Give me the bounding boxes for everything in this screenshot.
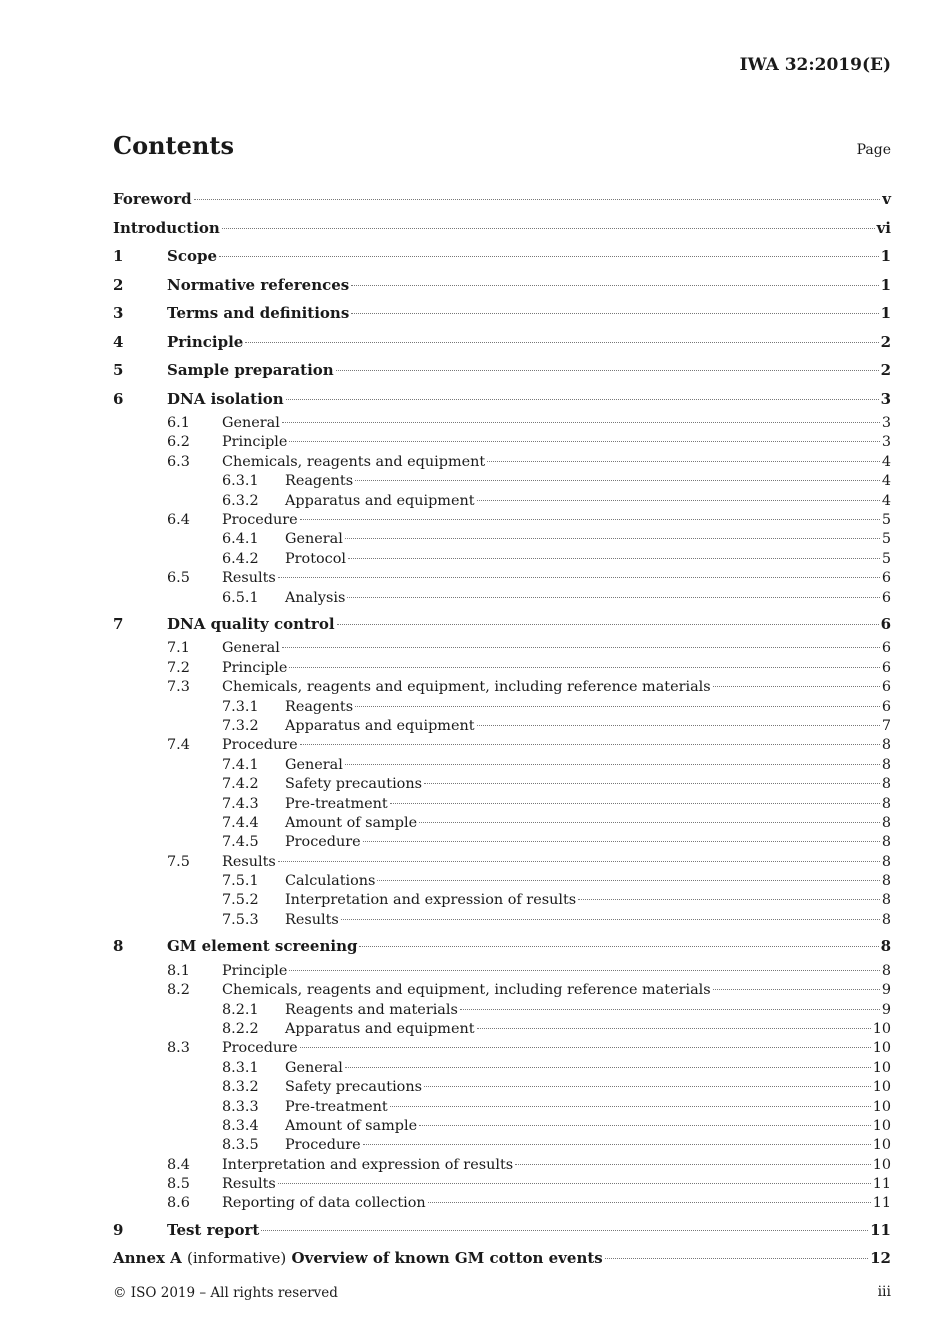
toc-entry-number: 8.2.2 xyxy=(222,1020,259,1037)
toc-entry-number: 8.4 xyxy=(167,1156,190,1173)
toc-dot-leader xyxy=(300,518,880,520)
toc-dot-leader xyxy=(282,421,880,423)
toc-entry-page: 4 xyxy=(881,492,891,509)
toc-entry-page: 8 xyxy=(881,834,891,851)
toc-entry[interactable] xyxy=(113,756,891,775)
toc-dot-leader xyxy=(390,1105,871,1107)
toc-entry-title: DNA isolation xyxy=(167,389,284,408)
toc-dot-leader xyxy=(428,1201,871,1203)
toc-dot-leader xyxy=(345,537,880,539)
toc-dot-leader xyxy=(515,1163,871,1165)
toc-entry-page: 6 xyxy=(881,640,891,657)
toc-entry-title: Introduction xyxy=(113,218,220,237)
toc-entry-number: 6.3 xyxy=(167,453,190,470)
toc-entry-page: 8 xyxy=(881,756,891,773)
annex-title: Overview of known GM cotton events xyxy=(291,1249,603,1268)
toc-entry-title: GM element screening xyxy=(167,937,358,956)
toc-entry-number: 7.4.3 xyxy=(222,795,259,812)
toc-dot-leader xyxy=(419,821,880,823)
toc-dot-leader xyxy=(355,705,880,707)
toc-entry-page: 1 xyxy=(880,275,891,294)
toc-entry-number: 7.4 xyxy=(167,737,190,754)
toc-entry-number: 7 xyxy=(113,614,124,633)
toc-dot-leader xyxy=(390,802,880,804)
toc-dot-leader xyxy=(713,988,880,990)
toc-entry-number: 2 xyxy=(113,275,124,294)
toc-entry-page: 10 xyxy=(872,1020,891,1037)
toc-dot-leader xyxy=(194,198,881,200)
toc-entry-title: Principle xyxy=(222,434,288,451)
toc-entry-number: 7.3.2 xyxy=(222,717,259,734)
toc-entry-number: 6.2 xyxy=(167,434,190,451)
toc-entry-number: 1 xyxy=(113,247,124,265)
toc-entry[interactable] xyxy=(113,678,891,697)
toc-entry[interactable] xyxy=(113,1020,891,1039)
toc-entry-title: Protocol xyxy=(285,550,346,567)
toc-dot-leader xyxy=(363,1143,871,1145)
toc-entry-number: 6.5 xyxy=(167,570,190,587)
toc-entry[interactable] xyxy=(113,1059,891,1078)
toc-dot-leader xyxy=(477,499,880,501)
toc-entry-title: Safety precautions xyxy=(285,1079,422,1096)
toc-entry-number: 8 xyxy=(113,937,124,956)
toc-entry[interactable] xyxy=(113,215,891,244)
toc-entry[interactable] xyxy=(113,243,891,272)
toc-entry-page: 2 xyxy=(880,332,891,351)
toc-entry[interactable] xyxy=(113,1039,891,1058)
toc-entry-page: vi xyxy=(876,218,891,237)
toc-entry-page: 8 xyxy=(881,911,891,928)
toc-entry-title: Normative references xyxy=(167,275,350,294)
toc-dot-leader xyxy=(477,724,880,726)
toc-entry-title: Reagents xyxy=(285,698,354,715)
toc-entry-page: 10 xyxy=(872,1137,891,1154)
toc-entry-number: 7.5 xyxy=(167,853,190,870)
toc-entry-title: Reagents xyxy=(285,473,354,490)
toc-dot-leader xyxy=(424,782,880,784)
toc-entry[interactable] xyxy=(113,659,891,678)
toc-entry-number: 8.2.1 xyxy=(222,1001,259,1018)
toc-entry-page: 6 xyxy=(880,614,891,633)
contents-heading: Contents xyxy=(113,131,234,160)
toc-entry[interactable] xyxy=(113,511,891,530)
toc-entry[interactable] xyxy=(113,1245,891,1274)
toc-entry-number: 7.4.4 xyxy=(222,814,259,831)
toc-dot-leader xyxy=(289,666,879,668)
toc-entry[interactable] xyxy=(113,272,891,301)
table-of-contents xyxy=(113,186,891,1274)
toc-entry[interactable] xyxy=(113,933,891,962)
toc-entry-title: Results xyxy=(222,853,276,870)
toc-dot-leader xyxy=(347,596,879,598)
toc-entry-page: 10 xyxy=(872,1040,891,1057)
toc-entry[interactable] xyxy=(113,911,891,930)
toc-entry[interactable] xyxy=(113,433,891,452)
toc-entry-title: Reagents and materials xyxy=(285,1001,458,1018)
toc-entry-page: 12 xyxy=(870,1249,891,1268)
toc-entry[interactable] xyxy=(113,1156,891,1175)
toc-entry-page: 8 xyxy=(881,737,891,754)
toc-dot-leader xyxy=(477,1027,871,1029)
toc-entry-page: 8 xyxy=(881,795,891,812)
toc-dot-leader xyxy=(341,918,880,920)
toc-entry[interactable] xyxy=(113,611,891,640)
toc-entry-page: 10 xyxy=(872,1156,891,1173)
toc-entry[interactable] xyxy=(113,1175,891,1194)
toc-entry-title: Principle xyxy=(167,332,244,351)
toc-entry[interactable] xyxy=(113,814,891,833)
footer-page-number: iii xyxy=(877,1284,891,1300)
toc-entry[interactable] xyxy=(113,300,891,329)
toc-entry-title: Pre-treatment xyxy=(285,795,388,812)
toc-entry-title: Interpretation and expression of results xyxy=(222,1156,514,1173)
toc-entry-title: General xyxy=(222,640,280,657)
toc-entry-title: Scope xyxy=(167,247,218,265)
toc-entry-number: 7.2 xyxy=(167,659,190,676)
toc-entry-page: 9 xyxy=(881,1001,891,1018)
toc-entry-title: Safety precautions xyxy=(285,776,422,793)
toc-entry-number: 7.5.2 xyxy=(222,892,259,909)
toc-dot-leader xyxy=(713,685,880,687)
toc-entry-page: 8 xyxy=(881,853,891,870)
toc-dot-leader xyxy=(460,1008,880,1010)
toc-entry[interactable] xyxy=(113,386,891,415)
toc-dot-leader xyxy=(278,576,880,578)
toc-entry[interactable] xyxy=(113,698,891,717)
toc-entry-page: 10 xyxy=(872,1079,891,1096)
toc-entry[interactable] xyxy=(113,492,891,511)
toc-entry-number: 8.3.2 xyxy=(222,1079,259,1096)
toc-entry[interactable] xyxy=(113,795,891,814)
toc-entry-number: 6.4.2 xyxy=(222,550,259,567)
toc-entry-title: Interpretation and expression of results xyxy=(285,892,577,909)
toc-entry-number: 7.3 xyxy=(167,679,190,696)
toc-entry-title: Analysis xyxy=(285,589,346,606)
toc-entry-title: Results xyxy=(222,570,276,587)
toc-entry-page: 6 xyxy=(881,679,891,696)
toc-entry-number: 4 xyxy=(113,332,124,351)
toc-dot-leader xyxy=(286,398,879,400)
toc-entry[interactable] xyxy=(113,589,891,608)
toc-entry-page: 3 xyxy=(881,434,891,451)
toc-dot-leader xyxy=(261,1229,868,1231)
toc-entry[interactable] xyxy=(113,569,891,588)
toc-entry-number: 6.3.1 xyxy=(222,473,259,490)
toc-entry-page: 8 xyxy=(881,776,891,793)
toc-entry[interactable] xyxy=(113,186,891,215)
toc-entry-title: Procedure xyxy=(285,1137,361,1154)
toc-entry[interactable] xyxy=(113,853,891,872)
toc-entry-title: Procedure xyxy=(222,1040,298,1057)
toc-entry-number: 8.3.4 xyxy=(222,1117,259,1134)
toc-entry-title: Foreword xyxy=(113,190,192,208)
toc-entry-page: 5 xyxy=(881,550,891,567)
toc-entry-title: Chemicals, reagents and equipment xyxy=(222,453,486,470)
toc-entry-title: Procedure xyxy=(285,834,361,851)
toc-entry-number: 7.4.2 xyxy=(222,776,259,793)
toc-entry-page: 4 xyxy=(881,473,891,490)
toc-entry-page: 11 xyxy=(870,1220,891,1239)
annex-label: Annex A xyxy=(113,1249,182,1268)
toc-entry-page: 5 xyxy=(881,531,891,548)
toc-entry-number: 6.3.2 xyxy=(222,492,259,509)
toc-dot-leader xyxy=(487,460,880,462)
toc-entry-page: 7 xyxy=(881,717,891,734)
toc-entry-title xyxy=(113,1247,603,1269)
toc-entry-number: 7.1 xyxy=(167,640,190,657)
toc-entry-title: Procedure xyxy=(222,737,298,754)
toc-entry[interactable] xyxy=(113,872,891,891)
toc-dot-leader xyxy=(222,227,875,229)
toc-entry-page: 6 xyxy=(881,589,891,606)
toc-entry[interactable] xyxy=(113,736,891,755)
toc-entry[interactable] xyxy=(113,775,891,794)
toc-dot-leader xyxy=(337,623,879,625)
toc-entry-page: 3 xyxy=(881,415,891,431)
toc-entry-title: Apparatus and equipment xyxy=(285,717,475,734)
toc-entry-page: 6 xyxy=(881,570,891,587)
toc-dot-leader xyxy=(363,840,880,842)
toc-dot-leader xyxy=(605,1257,868,1259)
toc-entry-page: 6 xyxy=(881,659,891,676)
toc-entry[interactable] xyxy=(113,1136,891,1155)
toc-entry-number: 6.4.1 xyxy=(222,531,259,548)
toc-entry-number: 6.4 xyxy=(167,511,190,528)
toc-entry[interactable] xyxy=(113,1001,891,1020)
toc-entry-title: General xyxy=(285,756,343,773)
toc-entry[interactable] xyxy=(113,453,891,472)
toc-entry-title: Sample preparation xyxy=(167,361,334,379)
toc-entry[interactable] xyxy=(113,1194,891,1213)
toc-entry-page: 5 xyxy=(881,511,891,528)
toc-entry-page: 8 xyxy=(881,873,891,890)
toc-entry[interactable] xyxy=(113,1078,891,1097)
toc-entry-number: 9 xyxy=(113,1220,124,1239)
toc-entry-number: 8.3.5 xyxy=(222,1137,259,1154)
toc-dot-leader xyxy=(336,369,879,371)
toc-entry[interactable] xyxy=(113,414,891,433)
toc-entry-number: 8.2 xyxy=(167,982,190,999)
toc-entry-number: 7.4.5 xyxy=(222,834,259,851)
page-column-label: Page xyxy=(856,142,891,158)
toc-entry-title: General xyxy=(285,1059,343,1076)
toc-entry-page: 6 xyxy=(881,698,891,715)
toc-entry[interactable] xyxy=(113,329,891,358)
toc-entry-title: Reporting of data collection xyxy=(222,1195,426,1212)
toc-entry-page: 9 xyxy=(881,982,891,999)
toc-entry-page: 8 xyxy=(881,962,891,979)
toc-entry-page: 1 xyxy=(880,304,891,322)
toc-dot-leader xyxy=(278,1182,871,1184)
toc-entry-number: 7.3.1 xyxy=(222,698,259,715)
toc-entry-number: 6.1 xyxy=(167,415,190,431)
toc-entry[interactable] xyxy=(113,472,891,491)
toc-entry-number: 8.1 xyxy=(167,962,190,979)
toc-entry-page: 10 xyxy=(872,1059,891,1076)
toc-entry-title: Apparatus and equipment xyxy=(285,1020,475,1037)
toc-entry-title: Results xyxy=(285,911,339,928)
toc-entry-number: 3 xyxy=(113,304,124,322)
toc-entry-title: Apparatus and equipment xyxy=(285,492,475,509)
toc-dot-leader xyxy=(289,969,879,971)
toc-entry-page: 3 xyxy=(880,389,891,408)
toc-entry-title: Terms and definitions xyxy=(167,304,350,322)
toc-entry-title: Results xyxy=(222,1176,276,1193)
toc-entry-number: 7.5.1 xyxy=(222,873,259,890)
toc-entry[interactable] xyxy=(113,717,891,736)
toc-dot-leader xyxy=(419,1124,871,1126)
toc-entry[interactable] xyxy=(113,1098,891,1117)
toc-entry-number: 6 xyxy=(113,389,124,408)
toc-entry[interactable] xyxy=(113,639,891,658)
toc-entry[interactable] xyxy=(113,357,891,386)
toc-dot-leader xyxy=(578,898,880,900)
toc-entry-number: 7.4.1 xyxy=(222,756,259,773)
toc-entry-number: 7.5.3 xyxy=(222,911,259,928)
toc-entry[interactable] xyxy=(113,1217,891,1246)
toc-dot-leader xyxy=(424,1085,871,1087)
toc-dot-leader xyxy=(351,284,878,286)
toc-entry[interactable] xyxy=(113,1117,891,1136)
toc-entry[interactable] xyxy=(113,891,891,910)
toc-entry-page: 2 xyxy=(880,361,891,379)
toc-dot-leader xyxy=(359,945,878,947)
toc-entry-title: Principle xyxy=(222,962,288,979)
toc-entry-page: 8 xyxy=(881,814,891,831)
toc-entry-number: 6.5.1 xyxy=(222,589,259,606)
toc-dot-leader xyxy=(348,557,880,559)
toc-entry[interactable] xyxy=(113,530,891,549)
toc-dot-leader xyxy=(245,341,878,343)
toc-entry-page: 10 xyxy=(872,1117,891,1134)
toc-entry[interactable] xyxy=(113,981,891,1000)
toc-dot-leader xyxy=(377,879,879,881)
toc-entry-page: 10 xyxy=(872,1098,891,1115)
toc-entry-number: 8.6 xyxy=(167,1195,190,1212)
footer-copyright: © ISO 2019 – All rights reserved xyxy=(113,1285,338,1301)
toc-dot-leader xyxy=(278,860,880,862)
toc-dot-leader xyxy=(345,763,880,765)
toc-dot-leader xyxy=(219,255,879,257)
toc-entry-title: Amount of sample xyxy=(285,1117,418,1134)
toc-entry-title: General xyxy=(285,531,343,548)
toc-entry[interactable] xyxy=(113,833,891,852)
toc-entry-title: Principle xyxy=(222,659,288,676)
toc-dot-leader xyxy=(345,1066,871,1068)
toc-entry-page: 1 xyxy=(880,247,891,265)
toc-dot-leader xyxy=(300,1046,871,1048)
toc-entry-number: 8.5 xyxy=(167,1176,190,1193)
toc-entry-title: Chemicals, reagents and equipment, including reference materials xyxy=(222,679,711,696)
toc-dot-leader xyxy=(282,646,880,648)
toc-entry[interactable] xyxy=(113,550,891,569)
toc-entry-title: Chemicals, reagents and equipment, including reference materials xyxy=(222,982,711,999)
toc-entry-title: General xyxy=(222,415,280,431)
toc-entry-title: Test report xyxy=(167,1220,260,1239)
toc-entry-number: 8.3.1 xyxy=(222,1059,259,1076)
toc-entry-title: Pre-treatment xyxy=(285,1098,388,1115)
toc-entry-title: Amount of sample xyxy=(285,814,418,831)
toc-dot-leader xyxy=(300,743,880,745)
toc-entry-title: Calculations xyxy=(285,873,376,890)
toc-entry-page: 4 xyxy=(881,453,891,470)
toc-entry-number: 8.3.3 xyxy=(222,1098,259,1115)
toc-entry-page: v xyxy=(882,190,891,208)
toc-entry-number: 5 xyxy=(113,361,124,379)
toc-entry-page: 8 xyxy=(881,892,891,909)
toc-entry-page: 11 xyxy=(872,1176,891,1193)
toc-entry-title: DNA quality control xyxy=(167,614,335,633)
toc-dot-leader xyxy=(289,440,879,442)
document-id: IWA 32:2019(E) xyxy=(739,55,891,75)
toc-dot-leader xyxy=(351,312,878,314)
toc-entry-page: 11 xyxy=(872,1195,891,1212)
toc-dot-leader xyxy=(355,479,880,481)
toc-entry-title: Procedure xyxy=(222,511,298,528)
toc-entry-number: 8.3 xyxy=(167,1040,190,1057)
toc-entry[interactable] xyxy=(113,962,891,981)
annex-informative-label: (informative) xyxy=(187,1249,287,1268)
toc-entry-page: 8 xyxy=(880,937,891,956)
